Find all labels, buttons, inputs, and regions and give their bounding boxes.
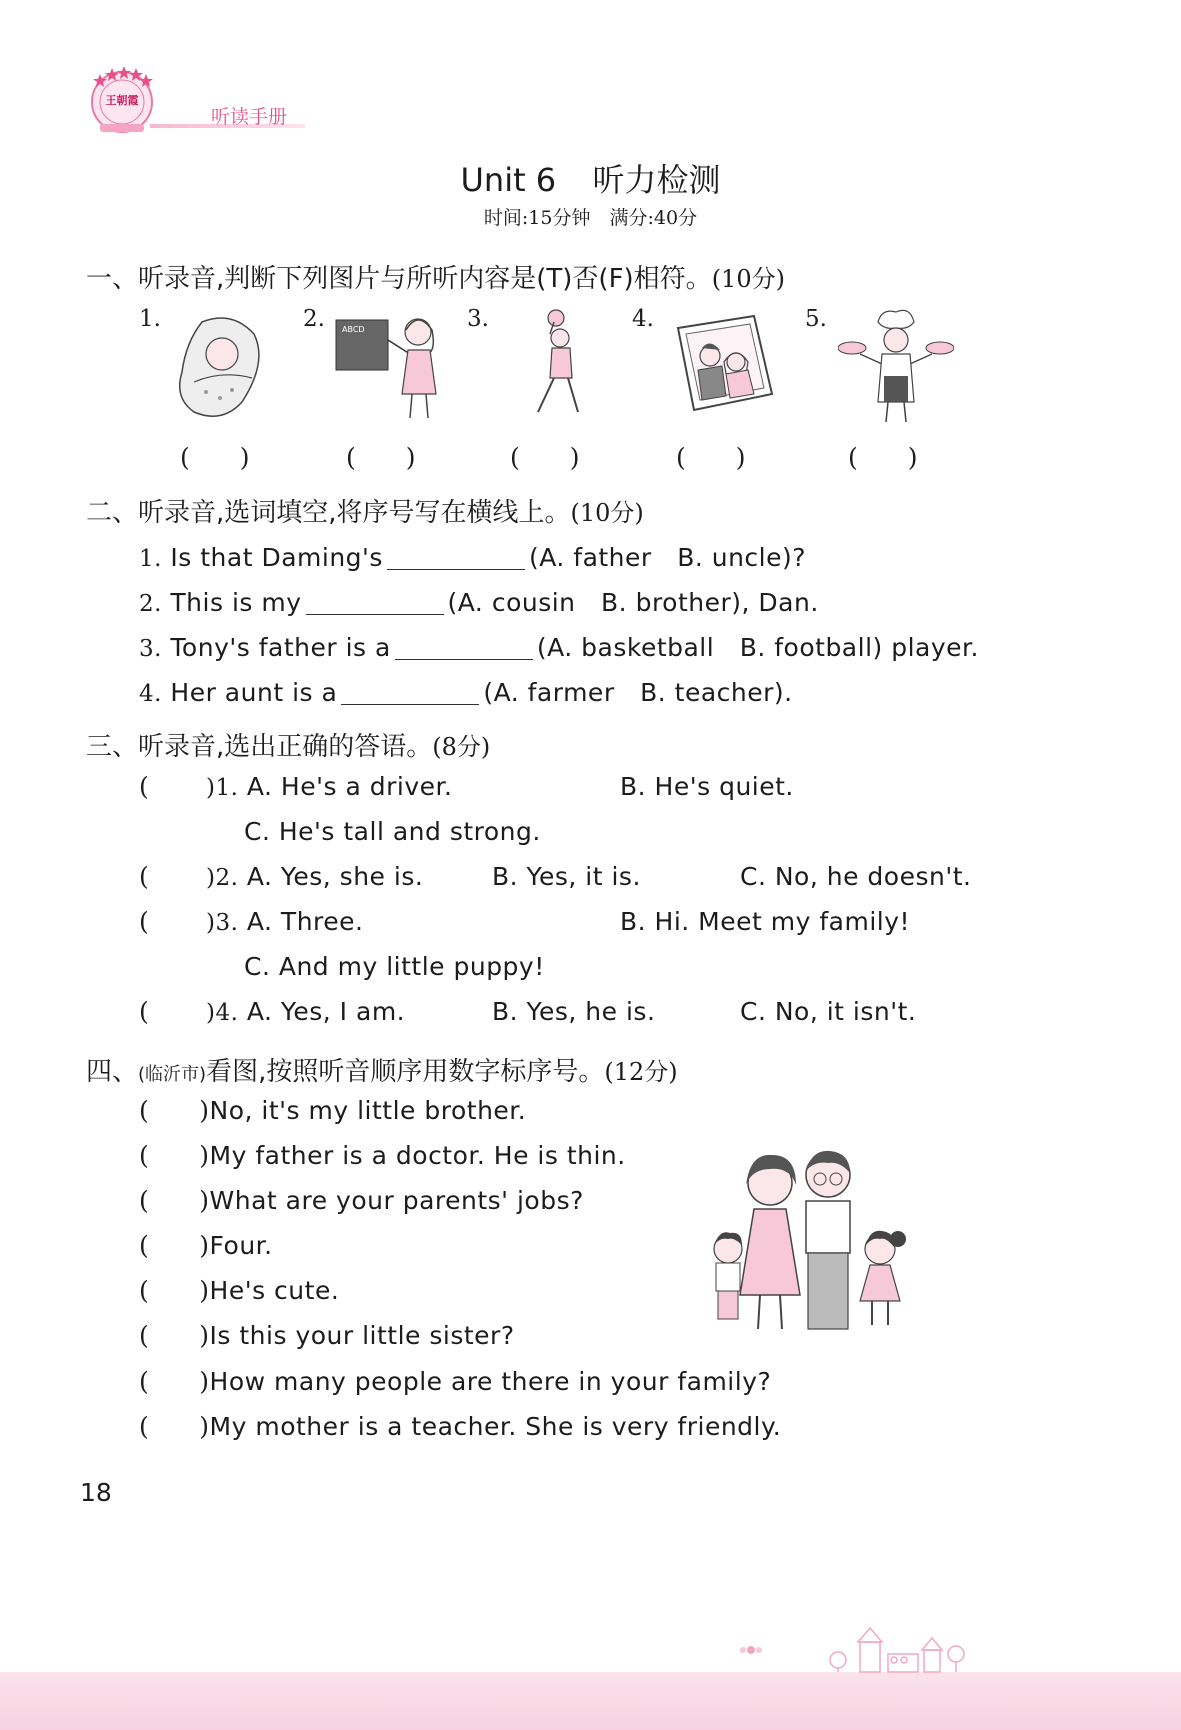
part1-item-number: 4. [632, 306, 654, 332]
part4-heading [86, 1051, 678, 1088]
flower-decoration-icon [736, 1640, 766, 1660]
answer-paren[interactable]: ( ) [180, 443, 250, 472]
option-a[interactable]: A. He's a driver. [246, 772, 453, 801]
option-c[interactable]: C. And my little puppy! [244, 952, 545, 981]
close-paren: ) [199, 1321, 210, 1350]
page-number: 18 [80, 1478, 112, 1507]
logo [86, 62, 158, 136]
question-number: )2. [206, 865, 239, 891]
option-c[interactable]: C. No, he doesn't. [740, 862, 972, 891]
part4-points: (12分) [604, 1058, 678, 1086]
option-b[interactable]: B. Yes, he is. [492, 997, 656, 1026]
option-a[interactable]: A. Three. [246, 907, 364, 936]
question-number: )4. [206, 1000, 239, 1026]
answer-paren[interactable]: ( [139, 772, 149, 801]
part2-item [139, 628, 979, 664]
option-c[interactable]: C. No, it isn't. [740, 997, 917, 1026]
page-title [0, 155, 1181, 201]
title-name: 听力检测 [592, 161, 721, 199]
teacher-icon [332, 310, 444, 426]
logo-text: 王朝霞 [105, 94, 139, 107]
part3-heading-text: 三、听录音,选出正确的答语。 [86, 732, 433, 762]
answer-paren[interactable]: ( [139, 997, 149, 1026]
basketball-player-icon [520, 308, 596, 424]
answer-paren[interactable]: ( [139, 1367, 150, 1396]
item-options: (A. father B. uncle)? [528, 543, 807, 572]
part4-prefix: 四、 [86, 1057, 139, 1087]
part2-points: (10分) [570, 499, 644, 527]
close-paren: ) [199, 1186, 210, 1215]
baby-icon [172, 312, 272, 424]
ordering-item [139, 1186, 584, 1215]
svg-text:ABCD: ABCD [342, 325, 365, 334]
item-text: Tony's father is a [170, 633, 391, 662]
option-b[interactable]: B. He's quiet. [620, 772, 794, 801]
part1-points: (10分) [711, 265, 785, 293]
ordering-text: Is this your little sister? [209, 1321, 515, 1350]
answer-paren[interactable]: ( [139, 1141, 150, 1170]
answer-paren[interactable]: ( [139, 1412, 150, 1441]
part1-item-number: 2. [303, 306, 325, 332]
unit-label: Unit 6 [460, 161, 557, 199]
section-label: 听读手册 [211, 106, 288, 128]
ordering-text: Four. [209, 1231, 273, 1260]
question-number: )3. [206, 910, 239, 936]
answer-paren[interactable]: ( ) [346, 443, 416, 472]
item-number: 4. [139, 681, 162, 707]
option-b[interactable]: B. Yes, it is. [492, 862, 641, 891]
ordering-item [139, 1412, 781, 1441]
answer-blank[interactable] [387, 543, 525, 570]
ordering-text: He's cute. [209, 1276, 340, 1305]
part2-item [139, 538, 806, 574]
answer-paren[interactable]: ( [139, 1276, 150, 1305]
part1-item-number: 5. [805, 306, 827, 332]
town-decoration-icon [820, 1620, 980, 1676]
choice-question [206, 907, 363, 936]
ordering-text: My father is a doctor. He is thin. [209, 1141, 626, 1170]
answer-blank[interactable] [306, 588, 444, 615]
answer-paren[interactable]: ( [139, 907, 149, 936]
part4-heading-text: 看图,按照听音顺序用数字标序号。 [206, 1057, 605, 1087]
ordering-item [139, 1231, 273, 1260]
part1-heading-text: 一、听录音,判断下列图片与所听内容是(T)否(F)相符。 [86, 264, 712, 294]
ordering-item [139, 1141, 626, 1170]
part3-heading [86, 726, 490, 763]
part2-item [139, 673, 793, 709]
close-paren: ) [199, 1231, 210, 1260]
answer-paren[interactable]: ( ) [848, 443, 918, 472]
option-b[interactable]: B. Hi. Meet my family! [620, 907, 911, 936]
option-a[interactable]: A. Yes, I am. [246, 997, 406, 1026]
item-options: (A. basketball B. football) player. [536, 633, 979, 662]
item-number: 2. [139, 591, 162, 617]
choice-question [206, 772, 452, 801]
close-paren: ) [199, 1367, 210, 1396]
part2-heading [86, 492, 644, 529]
ordering-text: No, it's my little brother. [209, 1096, 527, 1125]
part1-item-number: 1. [139, 306, 161, 332]
title-meta: 时间:15分钟 满分:40分 [483, 207, 698, 229]
close-paren: ) [199, 1096, 210, 1125]
item-options: (A. cousin B. brother), Dan. [447, 588, 819, 617]
question-number: )1. [206, 775, 239, 801]
choice-question [206, 862, 423, 891]
item-number: 1. [139, 546, 162, 572]
option-c[interactable]: C. He's tall and strong. [244, 817, 541, 846]
option-a[interactable]: A. Yes, she is. [246, 862, 424, 891]
answer-paren[interactable]: ( [139, 1186, 150, 1215]
close-paren: ) [199, 1276, 210, 1305]
item-options: (A. farmer B. teacher). [483, 678, 793, 707]
ordering-item [139, 1096, 526, 1125]
region-tag: (临沂市) [138, 1064, 207, 1085]
family-illustration [700, 1145, 915, 1335]
item-text: Is that Daming's [170, 543, 383, 572]
answer-blank[interactable] [341, 678, 479, 705]
answer-paren[interactable]: ( [139, 1321, 150, 1350]
part2-item [139, 583, 819, 619]
answer-paren[interactable]: ( [139, 1096, 150, 1125]
ordering-item [139, 1276, 339, 1305]
item-number: 3. [139, 636, 162, 662]
answer-paren[interactable]: ( ) [510, 443, 580, 472]
answer-paren[interactable]: ( [139, 1231, 150, 1260]
part3-points: (8分) [432, 733, 491, 761]
ordering-item [139, 1321, 515, 1350]
close-paren: ) [199, 1412, 210, 1441]
answer-paren[interactable]: ( ) [676, 443, 746, 472]
part1-item-number: 3. [467, 306, 489, 332]
ordering-item [139, 1367, 771, 1396]
family-photo-icon [672, 312, 776, 416]
choice-question [206, 997, 405, 1026]
footer-band [0, 1672, 1181, 1730]
answer-paren[interactable]: ( [139, 862, 149, 891]
close-paren: ) [199, 1141, 210, 1170]
ordering-text: What are your parents' jobs? [209, 1186, 584, 1215]
part1-heading [86, 258, 785, 295]
chef-icon [838, 306, 954, 426]
item-text: This is my [170, 588, 302, 617]
ordering-text: How many people are there in your family? [209, 1367, 772, 1396]
ordering-text: My mother is a teacher. She is very friendly. [209, 1412, 782, 1441]
item-text: Her aunt is a [170, 678, 338, 707]
part2-heading-text: 二、听录音,选词填空,将序号写在横线上。 [86, 498, 571, 528]
answer-blank[interactable] [395, 633, 533, 660]
